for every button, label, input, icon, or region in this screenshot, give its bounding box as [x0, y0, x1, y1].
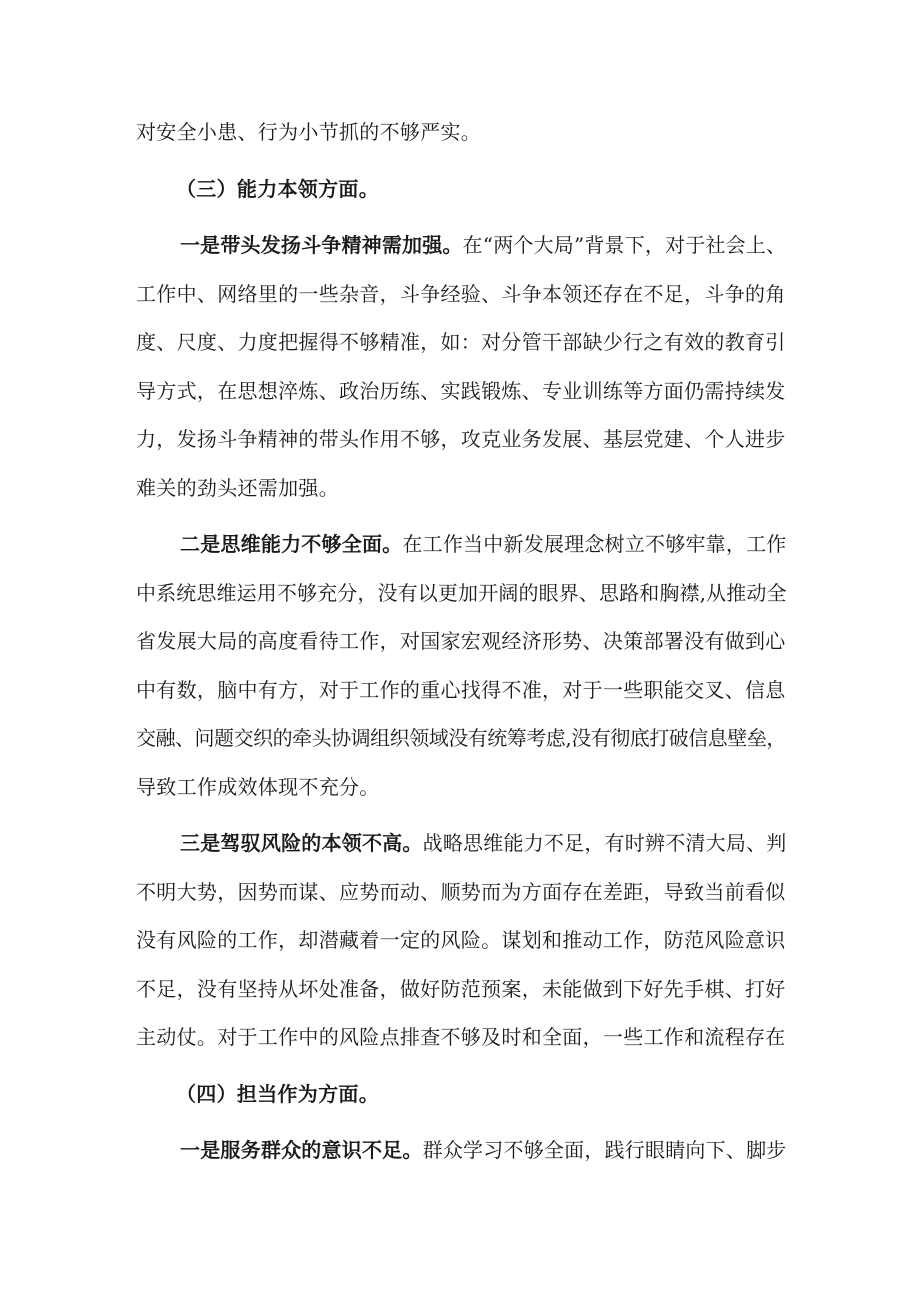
- paragraph-line: 工作中、网络里的一些杂音，斗争经验、斗争本领还存在不足，斗争的角: [136, 281, 786, 306]
- paragraph-line: 没有风险的工作，却潜藏着一定的风险。谋划和推动工作，防范风险意识: [136, 928, 786, 952]
- paragraph-lead: 二是思维能力不够全面。: [180, 532, 403, 556]
- section-4-heading: （四）担当作为方面。: [176, 1081, 379, 1106]
- section-3-paragraph-2: [136, 520, 788, 811]
- paragraph-first-line: [136, 520, 788, 569]
- paragraph-line: 省发展大局的高度看待工作，对国家宏观经济形势、决策部署没有做到心: [136, 629, 786, 653]
- paragraph-line: 导致工作成效体现不充分。: [136, 774, 380, 799]
- paragraph-line: 中系统思维运用不够充分，没有以更加开阔的眼界、思路和胸襟,从推动全: [136, 580, 787, 605]
- section-3-heading: （三）能力本领方面。: [176, 176, 379, 201]
- paragraph-first-line: [136, 221, 788, 270]
- paragraph-line: 难关的劲头还需加强。: [136, 475, 339, 500]
- paragraph-line: 中有数，脑中有方，对于工作的重心找得不准，对于一些职能交叉、信息: [136, 677, 786, 702]
- section-3-paragraph-1: [136, 221, 788, 512]
- paragraph-line: 度、尺度、力度把握得不够精准，如：对分管干部缺少行之有效的教育引: [136, 330, 786, 354]
- document-page: [136, 108, 788, 1175]
- paragraph-lead: 一是带头发扬斗争精神需加强。: [180, 233, 463, 257]
- paragraph-lead: 一是服务群众的意识不足。: [180, 1138, 423, 1162]
- paragraph-lead: 三是驾驭风险的本领不高。: [180, 831, 423, 855]
- section-4-paragraph-1: [136, 1126, 788, 1175]
- paragraph-text: 在“两个大局”背景下，对于社会上、: [462, 233, 787, 257]
- paragraph-line: 力，发扬斗争精神的带头作用不够，攻克业务发展、基层党建、个人进步: [136, 427, 786, 451]
- paragraph-tail-line: 对安全小患、行为小节抓的不够严实。: [136, 120, 482, 144]
- paragraph-text: 在工作当中新发展理念树立不够牢靠，工作: [402, 532, 787, 556]
- paragraph-line: 不明大势，因势而谋、应势而动、顺势而为方面存在差距，导致当前看似: [136, 879, 786, 904]
- paragraph-line: 主动仗。对于工作中的风险点排查不够及时和全面，一些工作和流程存在: [136, 1025, 786, 1049]
- paragraph-first-line: [136, 1126, 788, 1175]
- paragraph-line: 不足，没有坚持从坏处准备，做好防范预案，未能做到下好先手棋、打好: [136, 976, 786, 1001]
- section-3-paragraph-3: [136, 819, 788, 1062]
- paragraph-line: 交融、问题交织的牵头协调组织领域没有统筹考虑,没有彻底打破信息壁垒，: [136, 726, 786, 750]
- paragraph-first-line: [136, 819, 788, 868]
- paragraph-text: 群众学习不够全面，践行眼睛向下、脚步: [422, 1138, 787, 1162]
- paragraph-text: 战略思维能力不足，有时辨不清大局、判: [422, 831, 787, 855]
- paragraph-line: 导方式，在思想淬炼、政治历练、实践锻炼、专业训练等方面仍需持续发: [136, 378, 786, 403]
